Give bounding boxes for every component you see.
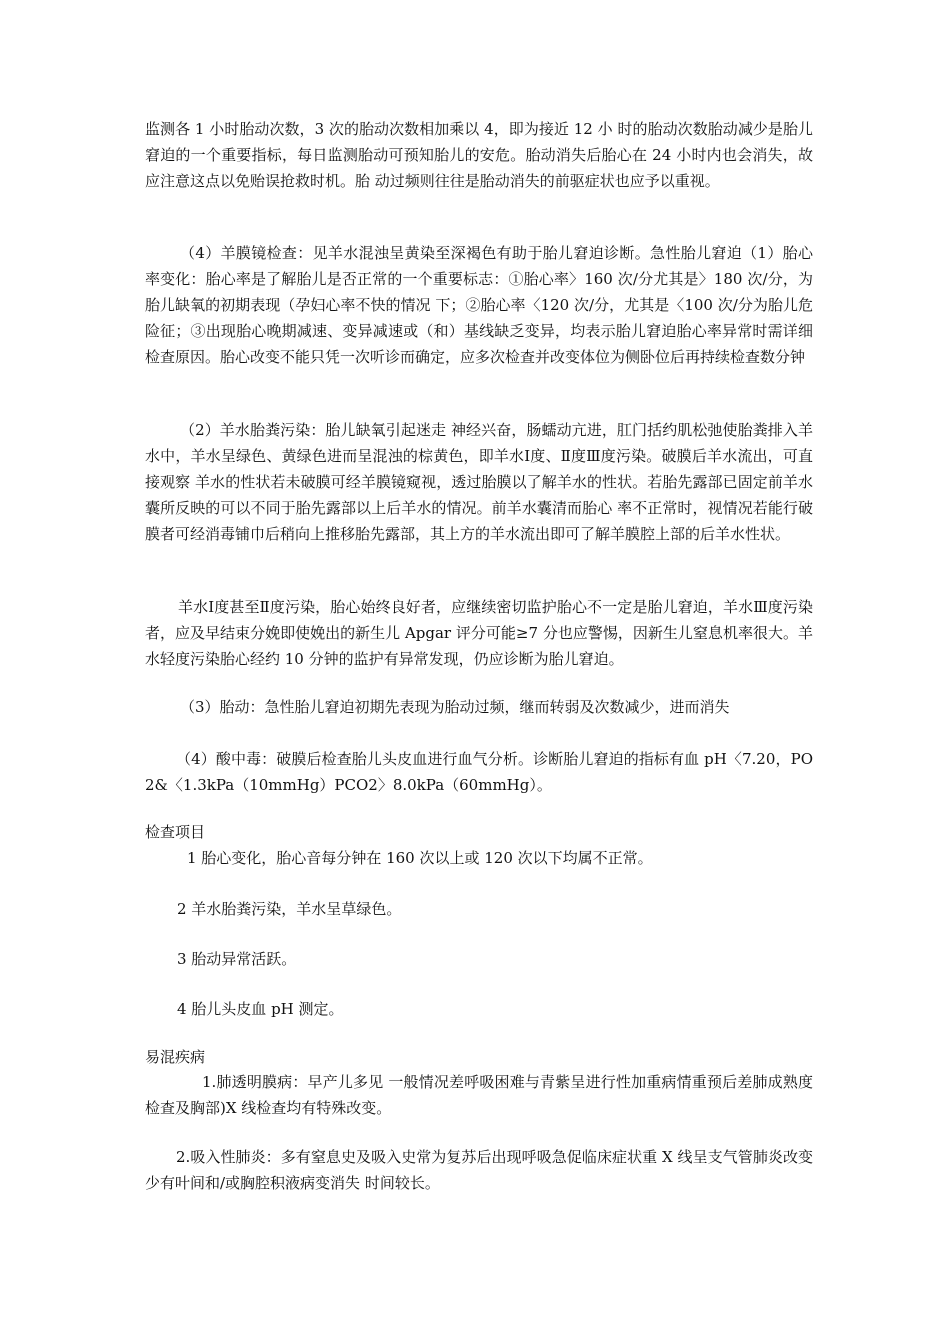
paragraph-meconium-staining: （2）羊水胎粪污染：胎儿缺氧引起迷走 神经兴奋，肠蠕动亢进，肛门括约肌松弛使胎粪排入羊水中，羊水呈绿色、黄绿色进而呈混浊的棕黄色，即羊水Ⅰ度、Ⅱ度Ⅲ度污染。破膜后羊水流出，可直接观察 羊水的性状若未破膜可经羊膜镜窥视，透过胎膜以了解羊水的性状。若胎先露部已固定前羊水囊所反映的可以不同于胎先露部以上后羊水的情况。前羊水囊清而胎心 率不正常时，视情况若能行破膜者可经消毒铺巾后稍向上推移胎先露部，其上方的羊水流出即可了解羊膜腔上部的后羊水性状。 <box>145 421 813 543</box>
exam-item-3: 3 胎动异常活跃。 <box>177 950 297 968</box>
exam-item-1: 1 胎心变化，胎心音每分钟在 160 次以上或 120 次以下均属不正常。 <box>187 849 653 867</box>
paragraph-acidosis: （4）酸中毒：破膜后检查胎儿头皮血进行血气分析。诊断胎儿窘迫的指标有血 pH〈7.20，PO2&〈1.3kPa（10mmHg）PCO2〉8.0kPa（60mmHg）。 <box>145 750 813 794</box>
paragraph-amnioscopy-and-heart-rate: （4）羊膜镜检查：见羊水混浊呈黄染至深褐色有助于胎儿窘迫诊断。急性胎儿窘迫（1）胎心率变化：胎心率是了解胎儿是否正常的一个重要标志：①胎心率〉160 次/分尤其是〉180 次/分，为胎儿缺氧的初期表现（孕妇心率不快的情况 下；②胎心率〈120 次/分，尤其是〈100 次/分为胎儿危险征；③出现胎心晚期减速、变异减速或（和）基线缺乏变异，均表示胎儿窘迫胎心率异常时需详细 检查原因。胎心改变不能只凭一次听诊而确定，应多次检查并改变体位为侧卧位后再持续检查数分钟 <box>145 244 813 366</box>
exam-item-2: 2 羊水胎粪污染，羊水呈草绿色。 <box>177 900 402 918</box>
paragraph-fetal-movement: （3）胎动：急性胎儿窘迫初期先表现为胎动过频，继而转弱及次数减少，进而消失 <box>180 698 730 716</box>
confusable-disease-2: 2.吸入性肺炎：多有窒息史及吸入史常为复苏后出现呼吸急促临床症状重 X 线呈支气管肺炎改变少有叶间和/或胸腔积液病变消失 时间较长。 <box>145 1148 813 1192</box>
confusable-disease-1: 1.肺透明膜病：早产儿多见 一般情况差呼吸困难与青紫呈进行性加重病情重预后差肺成熟度检查及胸部)X 线检查均有特殊改变。 <box>145 1073 813 1117</box>
paragraph-fetal-movement-monitoring: 监测各 1 小时胎动次数，3 次的胎动次数相加乘以 4，即为接近 12 小 时的胎动次数胎动减少是胎儿窘迫的一个重要指标，每日监测胎动可预知胎儿的安危。胎动消失后胎心在 24 小时内也会消失，故应注意这点以免贻误抢救时机。胎 动过频则往往是胎动消失的前驱症状也应予以重视。 <box>145 120 813 190</box>
confusable-diseases-heading: 易混疾病 <box>145 1048 206 1066</box>
exam-section-heading: 检查项目 <box>145 823 206 841</box>
exam-item-4: 4 胎儿头皮血 pH 测定。 <box>177 1000 344 1018</box>
paragraph-staining-grade: 羊水Ⅰ度甚至Ⅱ度污染，胎心始终良好者，应继续密切监护胎心不一定是胎儿窘迫，羊水Ⅲ度污染者，应及早结束分娩即使娩出的新生儿 Apgar 评分可能≥7 分也应警惕，因新生儿窒息机率很大。羊水轻度污染胎心经约 10 分钟的监护有异常发现，仍应诊断为胎儿窘迫。 <box>145 598 813 668</box>
